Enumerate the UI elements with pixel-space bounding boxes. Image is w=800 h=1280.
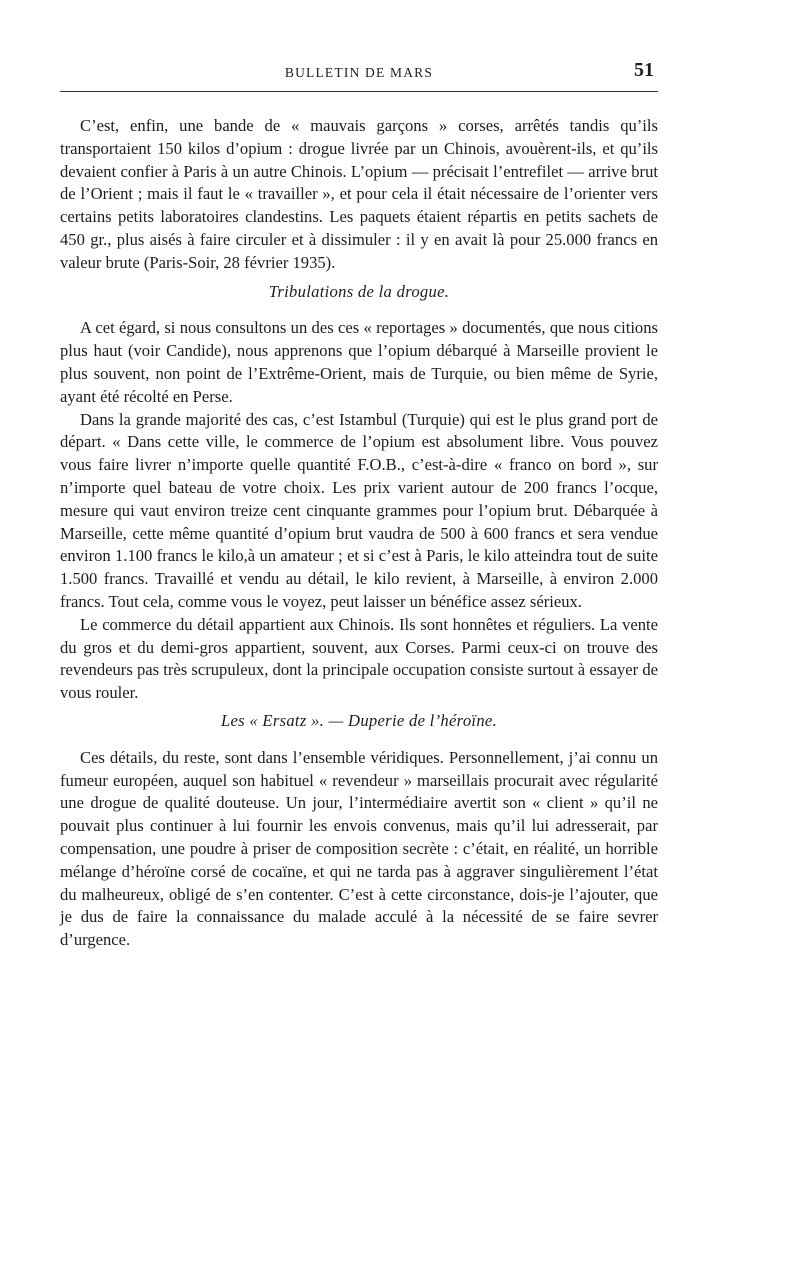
paragraph-2: A cet égard, si nous consultons un des ces « reportages » documentés, que nous citions plus haut (voir Candide), nous apprenons que l’opium débarqué à Marseille provient le plus souvent, non point de l’Extrême-Orient, mais de Turquie, ou bien même de Syrie, ayant été récolté en Perse.	[60, 318, 658, 406]
running-head	[60, 60, 658, 84]
paragraph-4: Le commerce du détail appartient aux Chinois. Ils sont honnêtes et réguliers. La vente du gros et du demi-gros appartient, souvent, aux Corses. Parmi ceux-ci on trouve des revendeurs pas très scrupuleux, dont la principale occupation consiste surtout à essayer de vous rouler.	[60, 614, 658, 703]
paragraph-1: C’est, enfin, une bande de « mauvais garçons » corses, arrêtés tandis qu’ils transportaient 150 kilos d’opium : drogue livrée par un Chinois, avouèrent-ils, et qu’ils devaient confier à Paris à un autre Chinois. L’opium — précisait l’entrefilet — arrive brut de l’Orient ; mais il faut le « travailler », et pour cela il était nécessaire de l’orienter vers certains petits laboratoires clandestins. Les paquets étaient répartis en petits sachets de 450 gr., plus aisés à faire circuler et à dissimuler : il y en avait là pour 25.000 francs en valeur brute (Paris-Soir, 28 février 1935).	[60, 116, 658, 272]
running-title: BULLETIN DE MARS	[284, 65, 434, 80]
body-text	[60, 115, 658, 952]
header-rule	[60, 91, 658, 92]
paragraph-3: Dans la grande majorité des cas, c’est Istambul (Turquie) qui est le plus grand port de départ. « Dans cette ville, le commerce de l’opium est absolument libre. Vous pouvez vous faire livrer n’importe quelle quantité F.O.B., c’est-à-dire « franco on bord », sur n’importe quel bateau de votre choix. Les prix varient autour de 200 francs l’ocque, mesure qui vaut environ treize cent cinquante grammes pour l’opium brut. Débarquée à Marseille, cette même quantité d’opium brut vaudra de 500 à 600 francs et sera vendue environ 1.100 francs le kilo,à un amateur ; et si c’est à Paris, le kilo atteindra tout de suite 1.500 francs. Travaillé et vendu au détail, le kilo revient, à Marseille, à environ 2.000 francs. Tout cela, comme vous le voyez, peut laisser un bénéfice assez sérieux.	[60, 409, 658, 611]
document-page	[60, 0, 658, 1280]
section-title-tribulations: Tribulations de la drogue.	[268, 281, 450, 301]
page-number: 51	[634, 59, 654, 81]
section-title-ersatz: Les « Ersatz ». — Duperie de l’héroïne.	[220, 710, 498, 730]
paragraph-5: Ces détails, du reste, sont dans l’ensemble véridiques. Personnellement, j’ai connu un fumeur européen, auquel son habituel « revendeur » marseillais procurait avec régularité une drogue de qualité douteuse. Un jour, l’intermédiaire avertit son « client » qu’il ne pouvait plus continuer à lui fournir les envois convenus, mais qu’il lui adresserait, par compensation, une poudre à priser de composition secrète : c’était, en réalité, un horrible mélange d’héroïne corsé de cocaïne, et qui ne tarda pas à aggraver singulièrement l’état du malheureux, obligé de s’en contenter. C’est à cette circonstance, dois-je l’ajouter, que je dus de faire la connaissance du malade acculé à la nécessité de se faire sevrer d’urgence.	[60, 747, 658, 950]
